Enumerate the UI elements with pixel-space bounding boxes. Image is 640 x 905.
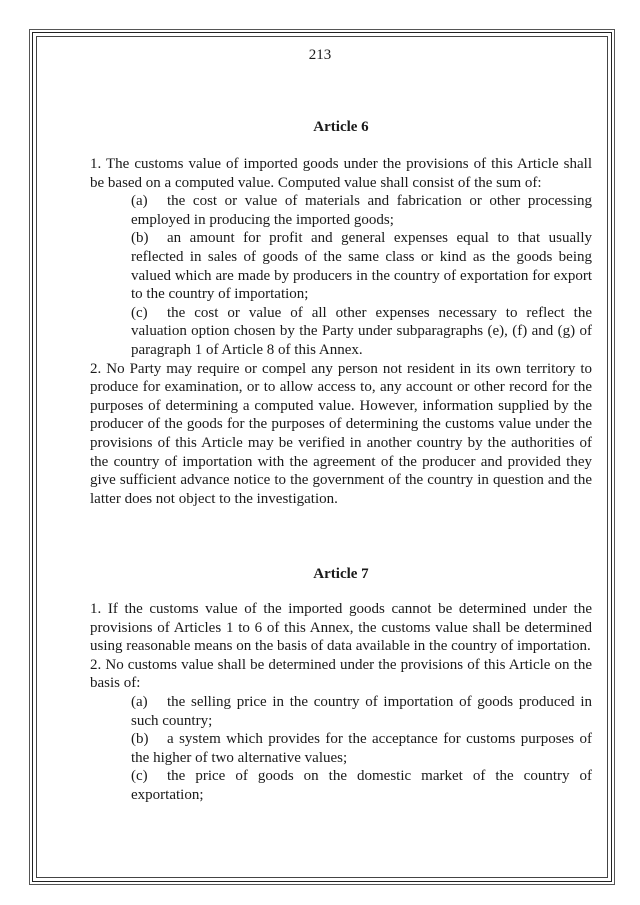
item-text: the price of goods on the domestic market of the country of exportation;	[131, 768, 592, 803]
article-7-item-a	[90, 693, 592, 730]
item-label: (a)	[131, 193, 148, 210]
item-text: an amount for profit and general expenses equal to that usually reflected in sales of goods of the same class or kind as the goods being valued which are made by producers in the country of exportation for export to the country of importation;	[131, 230, 592, 303]
item-label: (b)	[131, 731, 149, 748]
article-7-item-c	[90, 767, 592, 804]
item-label: (c)	[131, 768, 148, 785]
item-label: (c)	[131, 304, 148, 321]
article-6-heading: Article 6	[313, 119, 369, 135]
item-label: (b)	[131, 230, 149, 247]
item-text: a system which provides for the acceptance for customs purposes of the higher of two alternative values;	[131, 731, 592, 766]
item-label: (a)	[131, 693, 148, 710]
item-text: the cost or value of all other expenses necessary to reflect the valuation option chosen by the Party under subparagraphs (e), (f) and (g) of paragraph 1 of Article 8 of this Annex.	[131, 304, 592, 358]
article-7-paragraph-1: 1. If the customs value of the imported goods cannot be determined under the provisions of Articles 1 to 6 of this Annex, the customs value shall be determined using reasonable means on the basis of data available in the country of importation.	[90, 601, 592, 655]
article-6-item-a	[90, 192, 592, 229]
article-6-paragraph-1: 1. The customs value of imported goods under the provisions of this Article shall be based on a computed value. Computed value shall consist of the sum of:	[90, 156, 592, 191]
article-6-body	[90, 155, 592, 508]
page-number: 213	[308, 47, 332, 63]
article-6-item-b	[90, 229, 592, 303]
article-6-item-c	[90, 304, 592, 360]
article-7-heading: Article 7	[313, 566, 369, 582]
article-6-heading-block	[90, 118, 592, 137]
article-7-item-b	[90, 730, 592, 767]
article-6-paragraph-2: 2. No Party may require or compel any person not resident in its own territory to produce for examination, or to allow access to, any account or other record for the purposes of determining a computed value. However, information supplied by the producer of the goods for the purposes of determining the customs value under the provisions of this Article may be verified in another country by the authorities of the country of importation with the agreement of the producer and provided they give sufficient advance notice to the government of the country in question and the latter does not object to the investigation.	[90, 360, 592, 507]
item-text: the cost or value of materials and fabrication or other processing employed in producing the imported goods;	[131, 193, 592, 228]
item-text: the selling price in the country of importation of goods produced in such country;	[131, 693, 592, 729]
article-7-heading-block	[90, 565, 592, 584]
article-7-body	[90, 600, 592, 805]
article-7-paragraph-2: 2. No customs value shall be determined under the provisions of this Article on the basis of:	[90, 656, 592, 692]
